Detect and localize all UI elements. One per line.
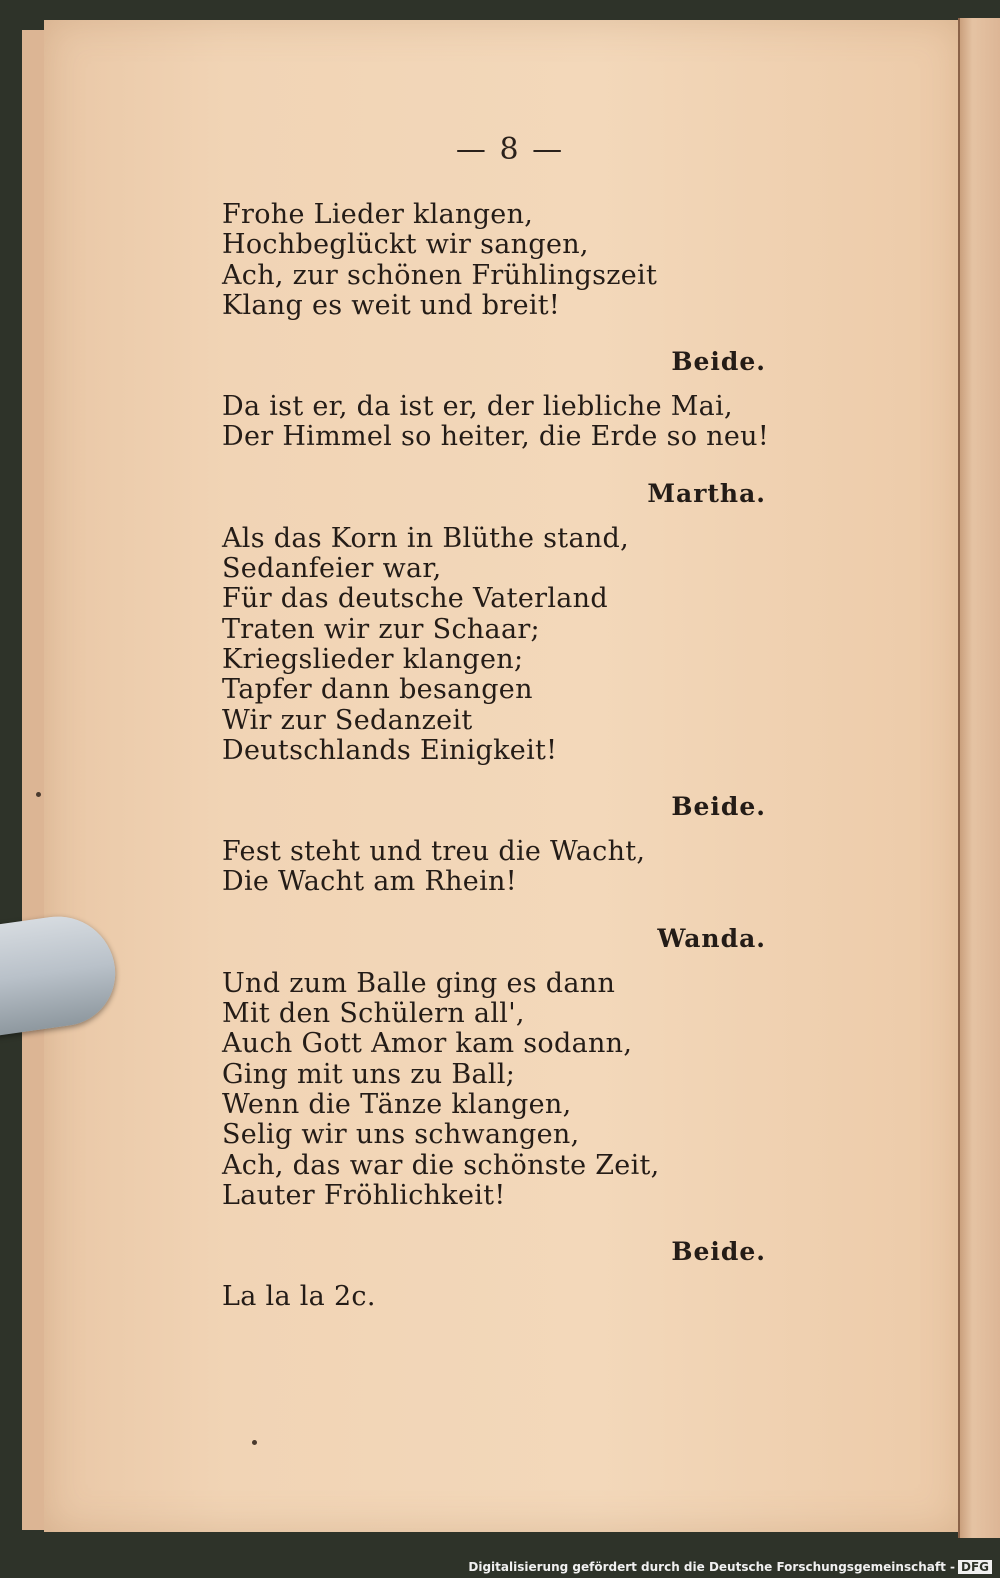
- verse-line: La la la 2c.: [222, 1281, 376, 1313]
- verse-line: Kriegslieder klangen;: [222, 643, 524, 675]
- ink-speck: [36, 792, 41, 797]
- verse-line: Wir zur Sedanzeit: [222, 704, 473, 736]
- verse-line: Deutschlands Einigkeit!: [222, 734, 558, 766]
- verse-line: Tapfer dann besangen: [222, 674, 533, 706]
- page-number: — 8 —: [455, 132, 565, 167]
- verse-line: Die Wacht am Rhein!: [222, 866, 517, 898]
- right-page-edge: [958, 18, 1000, 1538]
- verse-line: Ging mit uns zu Ball;: [222, 1058, 516, 1090]
- verse-line: Auch Gott Amor kam sodann,: [222, 1028, 633, 1060]
- digitization-credit: [468, 1560, 992, 1574]
- verse-line: Traten wir zur Schaar;: [222, 613, 540, 645]
- verse-line: Fest steht und treu die Wacht,: [222, 836, 646, 868]
- verse-line: Sedanfeier war,: [222, 553, 442, 585]
- verse-line: Klang es weit und breit!: [222, 289, 561, 321]
- speaker-heading: Beide.: [671, 347, 766, 377]
- poem-text: [222, 200, 782, 1312]
- speaker-heading: Wanda.: [657, 923, 766, 953]
- credit-text: Digitalisierung gefördert durch die Deutsche Forschungsgemeinschaft -: [468, 1560, 955, 1574]
- verse-line: Ach, zur schönen Frühlingszeit: [222, 259, 658, 291]
- verse-line: Wenn die Tänze klangen,: [222, 1088, 572, 1120]
- dfg-logo: DFG: [958, 1560, 992, 1574]
- verse-line: Selig wir uns schwangen,: [222, 1119, 580, 1151]
- verse-line: Und zum Balle ging es dann: [222, 967, 616, 999]
- speaker-heading: Beide.: [671, 792, 766, 822]
- ink-speck: [252, 1440, 257, 1445]
- verse-line: Frohe Lieder klangen,: [222, 199, 534, 230]
- verse-line: Für das deutsche Vaterland: [222, 583, 608, 615]
- verse-line: Da ist er, da ist er, der liebliche Mai,: [222, 391, 733, 423]
- speaker-heading: Beide.: [671, 1237, 766, 1267]
- speaker-heading: Martha.: [647, 478, 766, 508]
- verse-line: Der Himmel so heiter, die Erde so neu!: [222, 421, 769, 453]
- verse-line: Hochbeglückt wir sangen,: [222, 229, 589, 261]
- verse-line: Ach, das war die schönste Zeit,: [222, 1149, 660, 1181]
- verse-line: Lauter Fröhlichkeit!: [222, 1179, 506, 1211]
- verse-line: Mit den Schülern all',: [222, 998, 525, 1030]
- verse-line: Als das Korn in Blüthe stand,: [222, 522, 630, 554]
